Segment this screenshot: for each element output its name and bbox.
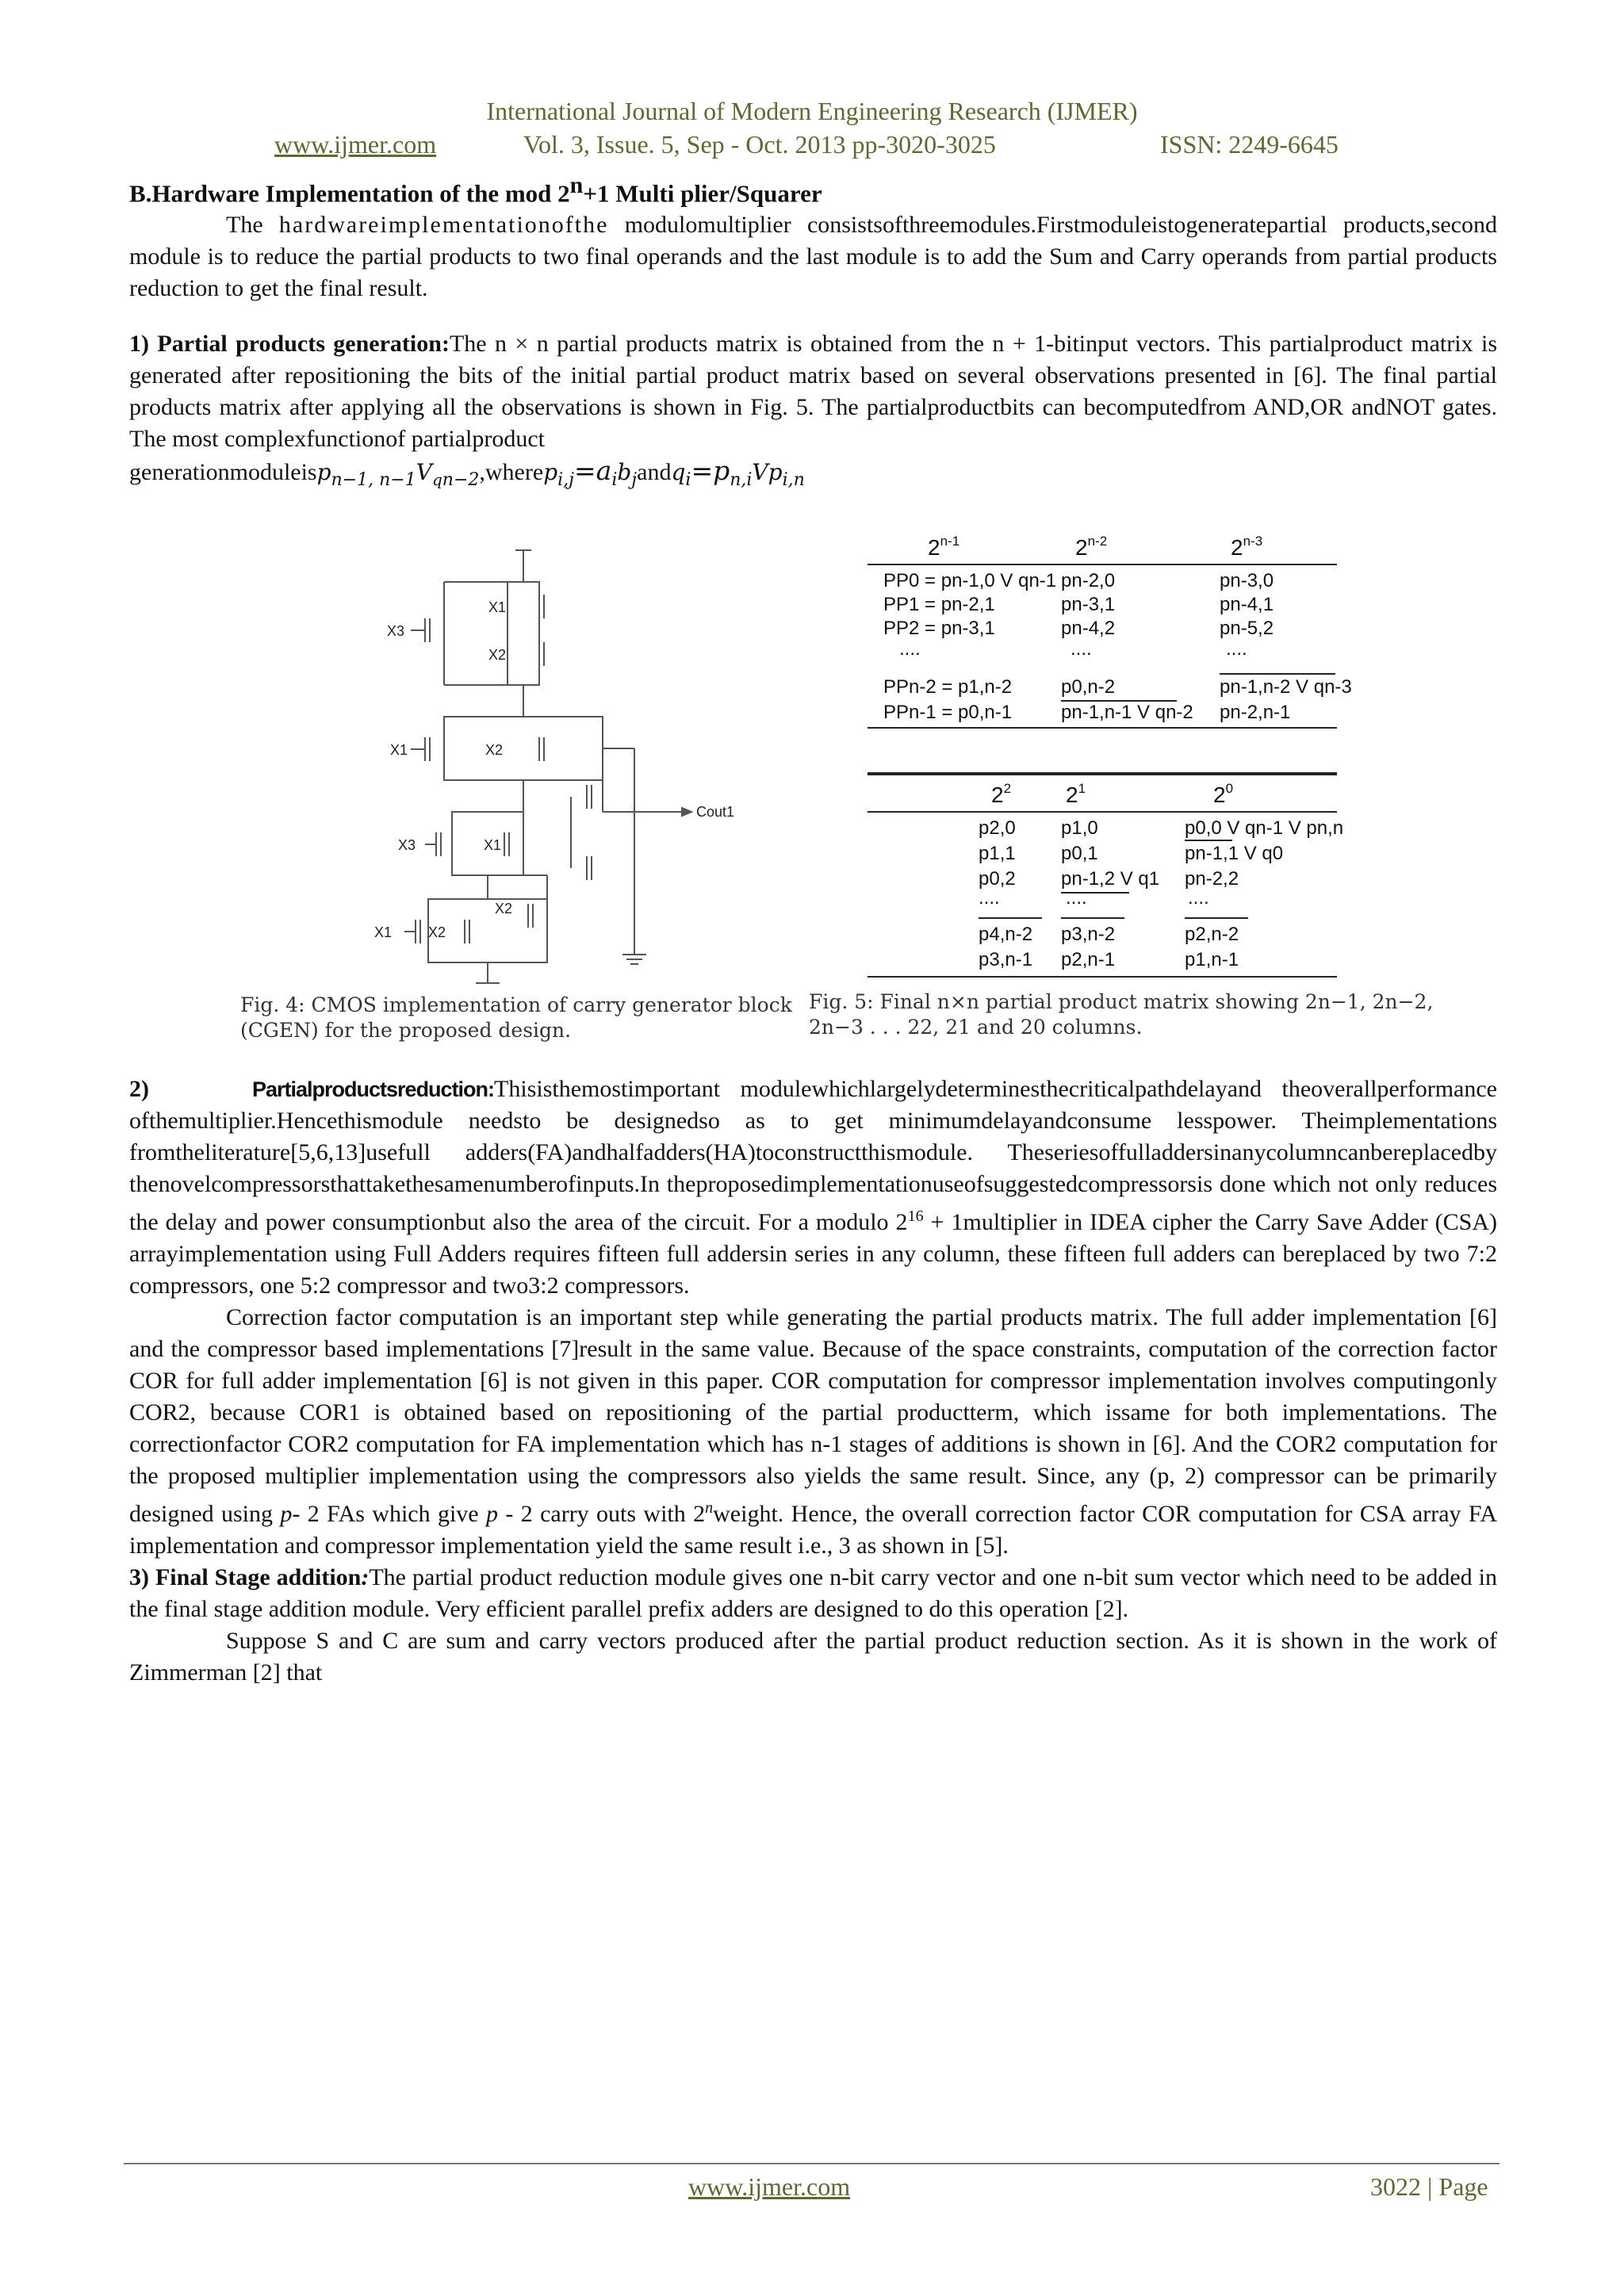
fig5-bot-r5c2: p3,n-2 (1061, 924, 1116, 945)
footer-divider (124, 2163, 1500, 2164)
fig5-top-r4c1: .... (899, 638, 921, 660)
fig5-bot-r1c3: p0,0 V qn-1 V pn,n (1185, 817, 1344, 839)
footer-page-number: 3022 | Page (1370, 2172, 1488, 2201)
fig5-bot-r2c1: p1,1 (979, 843, 1016, 864)
fig5-bot-r3c1: p0,2 (979, 868, 1016, 890)
fig5-bot-r1c2: p1,0 (1061, 817, 1098, 839)
fig5-header-4: $2^2$ (991, 781, 1012, 807)
figures-area (0, 523, 1624, 1047)
fig5-top-r3c1: PP2 = pn-3,1 (883, 618, 995, 639)
final-stage-para: 3) Final Stage addition:The partial product reduction module gives one n-bit carry vector and one n-bit sum vector which need to be added in the final stage addition module. Very efficient parallel prefix adders are designed to do this operation [2]. (129, 1564, 1497, 1622)
fig5-top-r5c3: pn-1,n-2 V qn-3 (1220, 676, 1352, 698)
reduction-para: 2) Partialproductsreduction:Thisisthemostimportant modulewhichlargelydeterminesthecriticalpathdelayand theoverallperformance ofthemultiplier.Hencethismodule needsto be designedso as to get minimumdelayandconsume lesspower. Theimplementations fromtheliterature[5,6,13]usefull adders(FA)andhalfadders(HA)toconstructthismodule. Theseriesoffulladdersinanycolumncanbereplacedby thenovelcompressorsthattakethesamenumberofinputs.In theproposedimplementationuseofsuggestedcompressorsis done which not only reduces the delay and power consumptionbut also the area of the circuit. For a modulo $2^{16}$ + 1multiplier in IDEA cipher the Carry Save Adder (CSA) arrayimplementation using Full Adders requires fifteen full addersin series in any column, these fifteen full adders can bereplaced by two 7:2 compressors, one 5:2 compressor and two3:2 compressors. (129, 1076, 1497, 1299)
fig5-top-r5c2: p0,n-2 (1061, 676, 1116, 698)
fig4-label-cout: Cout1 (696, 804, 735, 820)
fig5-top-r2c3: pn-4,1 (1220, 594, 1274, 615)
fig5-top-r3c2: pn-4,2 (1061, 618, 1116, 639)
fig5-top-r5c1: PPn-2 = p1,n-2 (883, 676, 1013, 698)
correction-para: Correction factor computation is an important step while generating the partial products matrix. The full adder implementation [6] and the compressor based implementations [7]result in the same value. Because of the space constraints, computation of the correction factor COR for full adder implementation [6] is not given in this paper. COR computation for compressor implementation involves computingonly COR2, because COR1 is obtained based on repositioning of the partial productterm, which issame for both implementations. The correctionfactor COR2 computation for FA implementation which has n-1 stages of additions is shown in [6]. And the COR2 computation for the proposed multiplier implementation using the compressors also yields the same result. Since, any (p, 2) compressor can be primarily designed using p- 2 FAs which give p - 2 carry outs with 2$^n$weight. Hence, the overall correction factor COR computation for CSA array FA implementation and compressor implementation yield the same result i.e., 3 as shown in [5]. (129, 1304, 1497, 1559)
fig5-top-r6c2: pn-1,n-1 V qn-2 (1061, 702, 1193, 723)
fig5-bot-r2c2: p0,1 (1061, 843, 1098, 864)
header-issn: ISSN: 2249-6645 (1160, 130, 1339, 159)
header-volume: Vol. 3, Issue. 5, Sep - Oct. 2013 pp-3020-3025 (523, 130, 996, 159)
fig4-label-x1a: X1 (488, 599, 507, 615)
journal-title: International Journal of Modern Engineering Research (IJMER) (486, 97, 1138, 125)
section-intro: The hardwareimplementationofthe modulomultiplier consistsofthreemodules.Firstmoduleistogeneratepartial products,second module is to reduce the partial products to two final operands and the last module is to add the Sum and Carry operands from partial products reduction to get the final result. (129, 212, 1497, 302)
fig5-matrix (868, 523, 1352, 983)
fig5-header-3: 2$^{n-3}$ (1231, 534, 1263, 560)
fig5-top-r1c3: pn-3,0 (1220, 570, 1274, 591)
fig4-label-x1b: X1 (390, 742, 408, 758)
partial-generation-para: 1) Partial products generation:The n × n partial products matrix is obtained from the n + 1-bitinput vectors. This partialproduct matrix is generated after repositioning the bits of the initial partial product matrix based on several observations presented in [6]. The final partial products matrix after applying all the observations is shown in Fig. 5. The partialproductbits can becomputedfrom AND,OR andNOT gates. The most complexfunctionof partialproduct (129, 331, 1497, 452)
fig5-top-r6c1: PPn-1 = p0,n-1 (883, 702, 1013, 723)
fig5-bot-r6c2: p2,n-1 (1061, 949, 1116, 970)
reduction-section (129, 1073, 1497, 1689)
fig5-top-r3c3: pn-5,2 (1220, 618, 1274, 639)
fig4-label-x3a: X3 (387, 623, 405, 639)
final-stage-para2: Suppose S and C are sum and carry vectors produced after the partial product reduction section. As it is shown in the work of Zimmerman [2] that (129, 1628, 1497, 1686)
fig5-bot-r6c1: p3,n-1 (979, 949, 1033, 970)
fig5-bot-r4c3: .... (1188, 887, 1209, 909)
partial-generation-formula: $generationmoduleisp_{n-1, n-1}V_{qn-2},wherep_{i,j}=a_ib_jandq_i=p_{n,i}Vp_{i,n}$ (129, 455, 805, 490)
footer-website-link[interactable]: www.ijmer.com (688, 2172, 851, 2201)
fig4-label-x3b: X3 (398, 837, 416, 853)
fig5-top-r4c3: .... (1226, 638, 1247, 660)
partial-generation (129, 328, 1497, 496)
fig5-bot-r5c3: p2,n-2 (1185, 924, 1239, 945)
fig5-caption: Fig. 5: Final n×n partial product matrix showing 2n−1, 2n−2, 2n−3 . . . 22, 21 and 20 columns. (809, 990, 1434, 1039)
fig4-label-x2a: X2 (488, 647, 507, 663)
fig5-top-r6c3: pn-2,n-1 (1220, 702, 1291, 723)
fig5-bot-r6c3: p1,n-1 (1185, 949, 1239, 970)
fig4-label-x1d: X1 (374, 924, 393, 940)
fig4-label-x2d: X2 (428, 924, 446, 940)
fig5-top-r1c1: PP0 = pn-1,0 V qn-1 (883, 570, 1057, 591)
fig5-bot-r4c2: .... (1066, 887, 1087, 909)
fig5-header-2: 2$^{n-2}$ (1075, 534, 1108, 560)
fig5-top-r2c2: pn-3,1 (1061, 594, 1116, 615)
fig5-top-r1c2: pn-2,0 (1061, 570, 1116, 591)
fig5-top-r2c1: PP1 = pn-2,1 (883, 594, 995, 615)
fig5-bot-r5c1: p4,n-2 (979, 924, 1033, 945)
fig4-label-x2b: X2 (485, 742, 504, 758)
fig5-top-r4c2: .... (1071, 638, 1092, 660)
fig5-bot-r4c1: .... (979, 887, 1000, 909)
section-title: B.Hardware Implementation of the mod $2^n+1$ Multi plier/Squarer (129, 172, 822, 208)
fig5-bot-r2c3: pn-1,1 V q0 (1185, 843, 1284, 864)
section-b (129, 170, 1497, 304)
fig4-caption: Fig. 4: CMOS implementation of carry generator block (CGEN) for the proposed design. (240, 993, 792, 1042)
fig5-header-6: $2^0$ (1213, 781, 1234, 807)
fig4-label-x1c: X1 (484, 837, 502, 853)
fig5-bot-r3c2: pn-1,2 V q1 (1061, 868, 1160, 890)
fig5-header-5: $2^1$ (1066, 781, 1086, 807)
header-website-link[interactable]: www.ijmer.com (274, 130, 437, 159)
fig5-bot-r3c3: pn-2,2 (1185, 868, 1239, 890)
fig4-label-x2c: X2 (495, 901, 513, 916)
fig4-cmos-circuit (349, 523, 735, 991)
fig5-bot-r1c1: p2,0 (979, 817, 1016, 839)
fig5-header-1: 2$^{n-1}$ (928, 534, 960, 560)
